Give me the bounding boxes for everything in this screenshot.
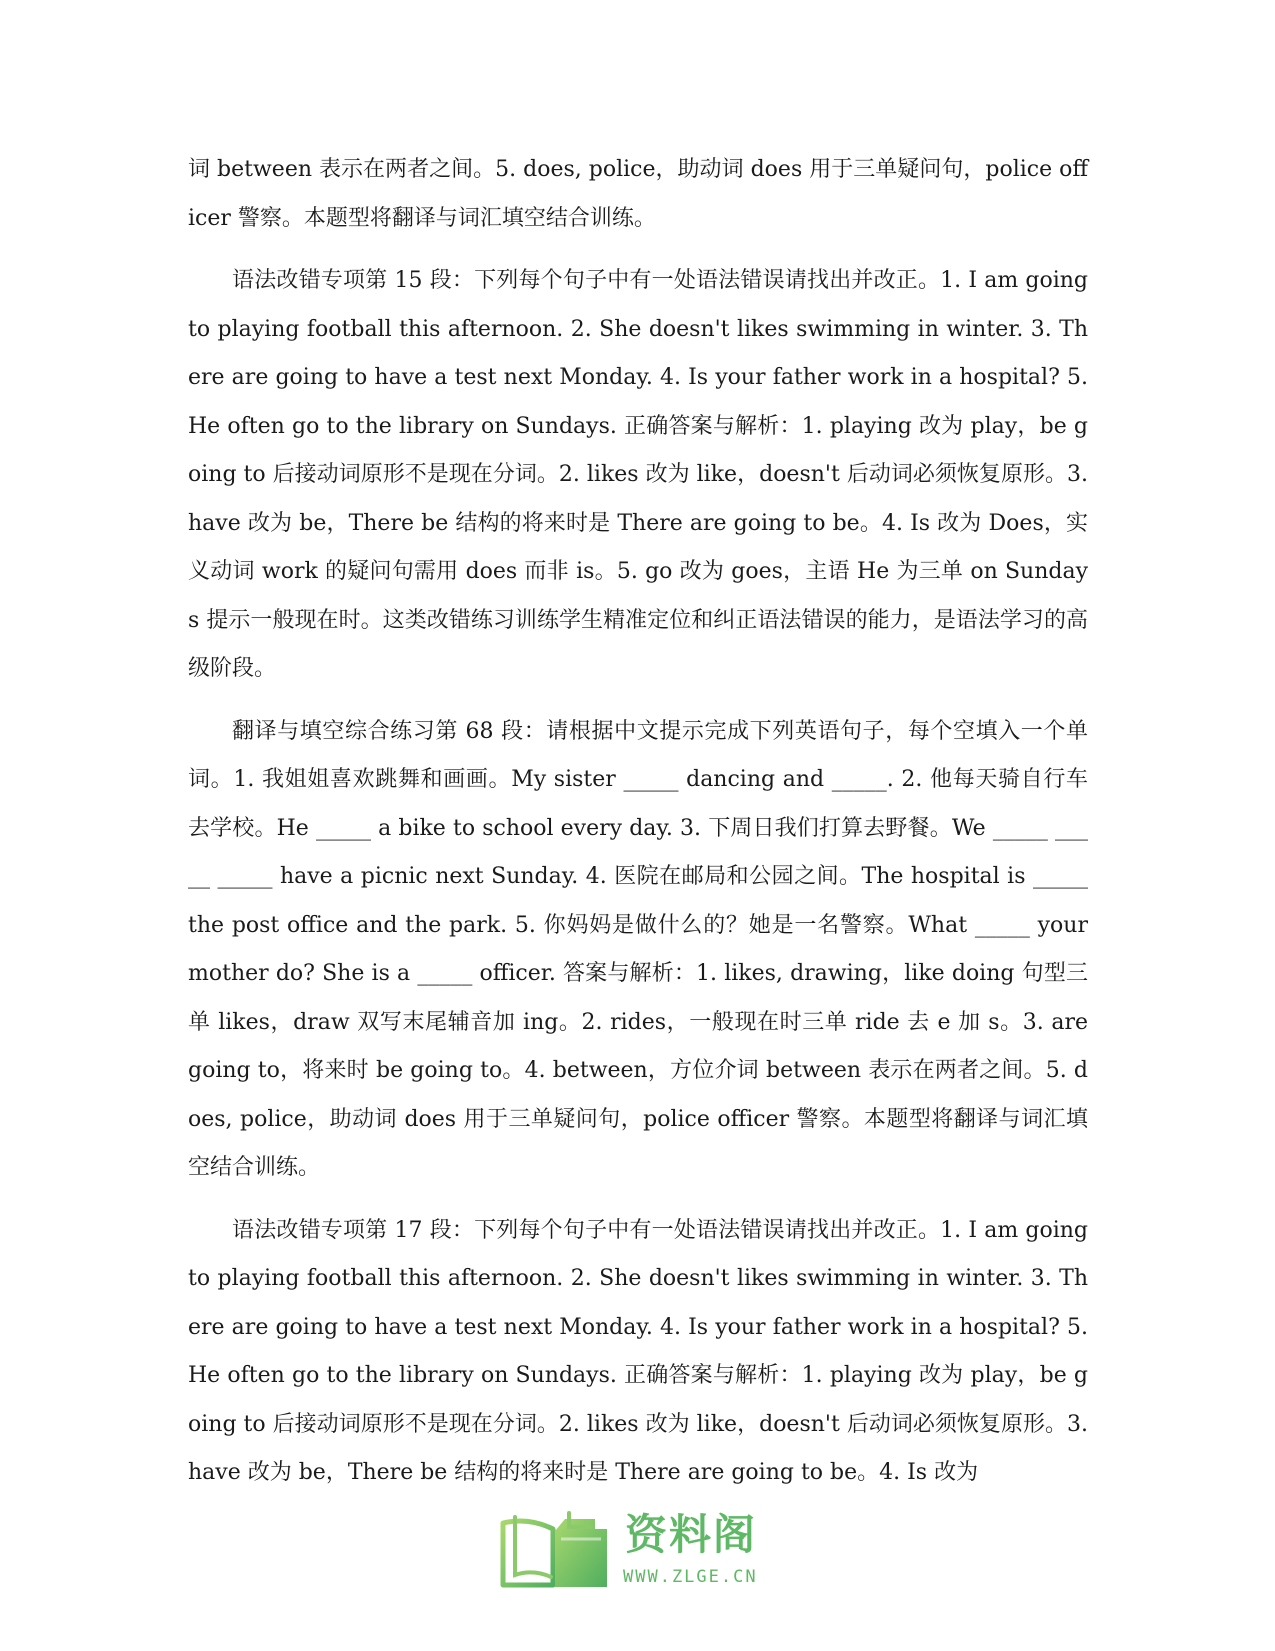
paragraph-continuation: 词 between 表示在两者之间。5. does, police，助动词 does 用于三单疑问句，police officer 警察。本题型将翻译与词汇填空结合训练。 — [188, 157, 1088, 231]
logo-url: WWW.ZLGE.CN — [623, 1567, 758, 1587]
logo-name: 资料阁 — [625, 1510, 758, 1559]
footer-logo — [495, 1505, 775, 1601]
paragraph-translation-fill-68: 翻译与填空综合练习第 68 段：请根据中文提示完成下列英语句子，每个空填入一个单词。1. 我姐姐喜欢跳舞和画画。My sister _____ dancing and _____. 2. 他每天骑自行车去学校。He _____ a bike to school every day. 3. 下周日我们打算去野餐。We _____ _____ _____ have a picnic next Sunday. 4. 医院在邮局和公园之间。The hospital is _____ the post office and the park. 5. 你妈妈是做什么的？她是一名警察。What _____ your mother do? She is a _____ officer. 答案与解析：1. likes, drawing，like doing 句型三单 likes，draw 双写末尾辅音加 ing。2. rides，一般现在时三单 ride 去 e 加 s。3. are going to，将来时 be going to。4. between，方位介词 between 表示在两者之间。5. does, police，助动词 does 用于三单疑问句，police officer 警察。本题型将翻译与词汇填空结合训练。 — [188, 718, 1088, 1180]
book-logo-icon — [495, 1505, 615, 1595]
document-body — [188, 146, 1088, 1512]
paragraph-grammar-correction-17: 语法改错专项第 17 段：下列每个句子中有一处语法错误请找出并改正。1. I am going to playing football this afternoon. 2. She doesn't likes swimming in winter. 3. There are going to have a test next Monday. 4. Is your father work in a hospital? 5. He often go to the library on Sundays. 正确答案与解析：1. playing 改为 play，be going to 后接动词原形不是现在分词。2. likes 改为 like，doesn't 后动词必须恢复原形。3. have 改为 be，There be 结构的将来时是 There are going to be。4. Is 改为 — [188, 1217, 1088, 1485]
paragraph-grammar-correction-15: 语法改错专项第 15 段：下列每个句子中有一处语法错误请找出并改正。1. I am going to playing football this afternoon. 2. She doesn't likes swimming in winter. 3. There are going to have a test next Monday. 4. Is your father work in a hospital? 5. He often go to the library on Sundays. 正确答案与解析：1. playing 改为 play，be going to 后接动词原形不是现在分词。2. likes 改为 like，doesn't 后动词必须恢复原形。3. have 改为 be，There be 结构的将来时是 There are going to be。4. Is 改为 Does，实义动词 work 的疑问句需用 does 而非 is。5. go 改为 goes，主语 He 为三单 on Sundays 提示一般现在时。这类改错练习训练学生精准定位和纠正语法错误的能力，是语法学习的高级阶段。 — [188, 268, 1088, 681]
